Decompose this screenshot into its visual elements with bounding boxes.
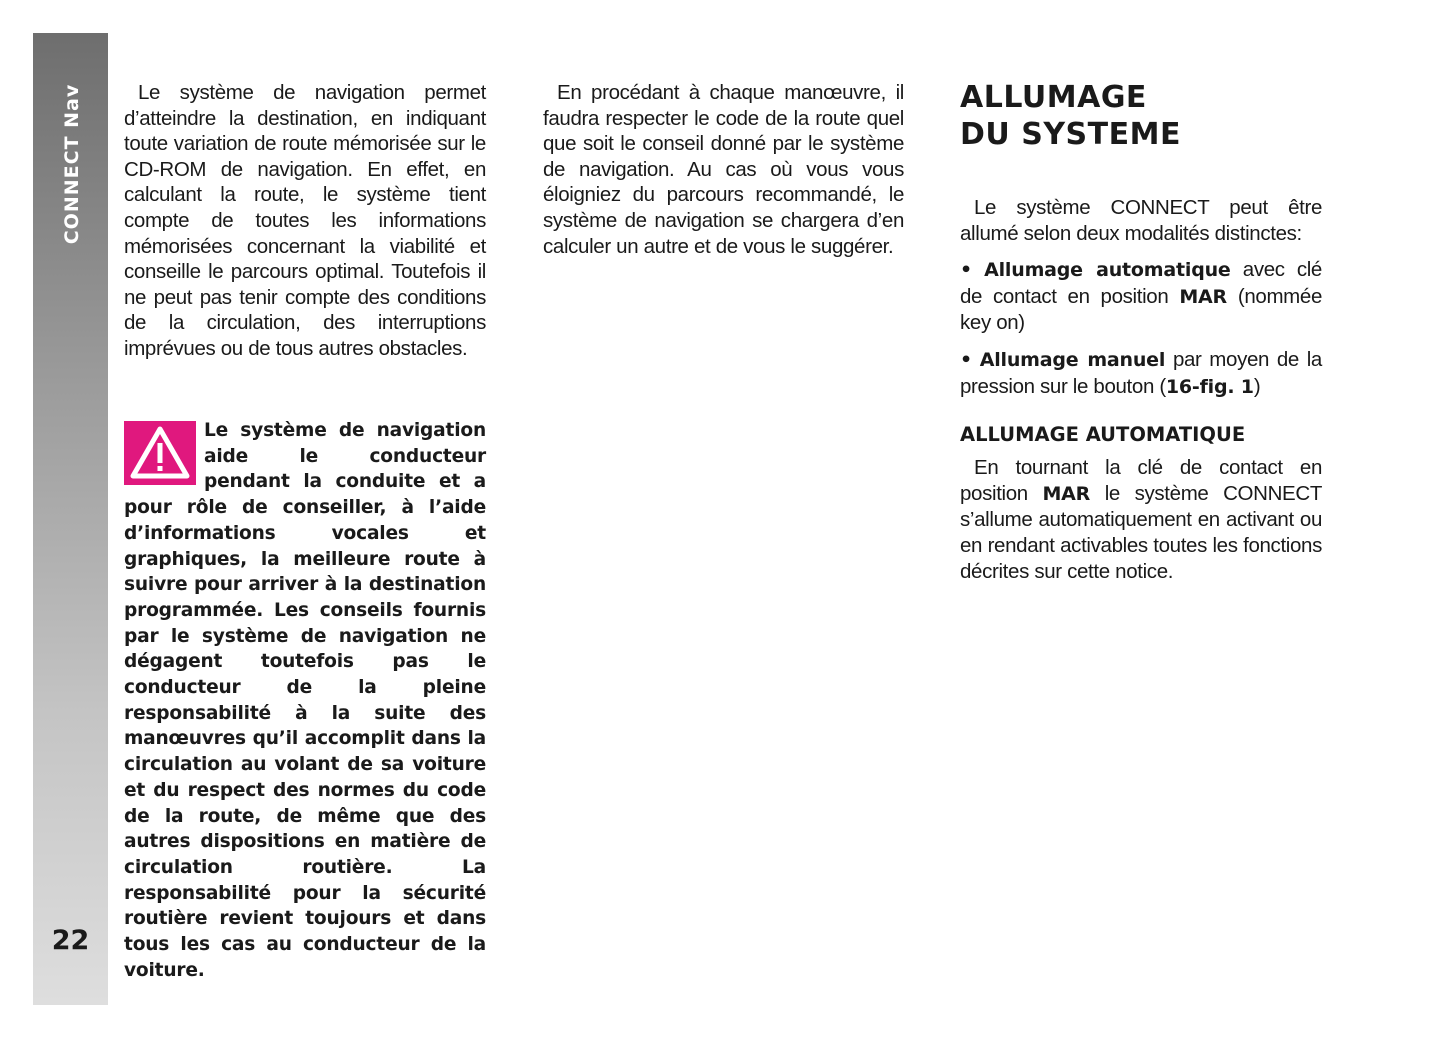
section-title-vertical: CONNECT Nav bbox=[61, 83, 83, 245]
bullet-bold-label: Allumage automatique bbox=[984, 259, 1231, 282]
auto-startup-paragraph bbox=[960, 455, 1322, 584]
bullet-text: par moyen de la pression sur le bouton ( bbox=[960, 347, 1322, 398]
bullet-marker: • bbox=[960, 259, 972, 282]
page-number: 22 bbox=[51, 925, 90, 956]
subheading: ALLUMAGE AUTOMATIQUE bbox=[960, 423, 1246, 447]
bullet-bold-label: Allumage manuel bbox=[979, 348, 1166, 371]
column-left bbox=[124, 80, 486, 362]
bullet-text-end: (nommée key on) bbox=[960, 284, 1323, 335]
column-middle bbox=[543, 80, 904, 259]
bullet-text: avec clé de contact en position bbox=[960, 258, 1322, 308]
sub-bold-value: MAR bbox=[1042, 482, 1091, 505]
bullet-text-end: ) bbox=[1253, 374, 1261, 398]
bullet-marker: • bbox=[960, 348, 972, 371]
section-heading bbox=[960, 79, 1322, 153]
warning-text: Le système de navigation aide le conducteur pendant la conduite et a pour rôle de conseiller, à l’aide d’informations vocales et graphiques, la meilleure route à suivre pour arriver à la destination programmée. Les conseils fournis par le système de navigation ne dégagent toutefois pas le conducteur de la pleine responsabilité à la suite des manœuvres qu’il accomplit dans la circulation au volant de sa voiture et du respect des normes du code de la route, de même que des autres dispositions en matière de circulation routière. La responsabilité pour la sécurité routière revient toujours et dans tous les cas au conducteur de la voiture. bbox=[124, 420, 486, 981]
warning-triangle-icon bbox=[124, 421, 196, 485]
intro-paragraph: Le système de navigation permet d’atteindre la destination, en indiquant toute variation de route mémorisée sur le CD-ROM de navigation. En effet, en calculant la route, le système tient compte de toutes les informations mémorisées concernant la viabilité et conseille le parcours optimal. Toutefois il ne peut pas tenir compte des conditions de la circulation, des interruptions imprévues ou de tous autres obstacles. bbox=[124, 81, 486, 360]
bullet-item bbox=[960, 257, 1322, 336]
bullet-bold-value: MAR bbox=[1179, 285, 1227, 308]
warning-box bbox=[124, 418, 486, 983]
bullet-item bbox=[960, 347, 1322, 400]
sub-text-end: le système CONNECT s’allume automatiquement en activant ou en rendant activables toutes les fonctions décrites sur cette notice. bbox=[960, 481, 1322, 583]
heading-line-2: DU SYSTEME bbox=[960, 117, 1181, 152]
maneuver-paragraph: En procédant à chaque manœuvre, il faudra respecter le code de la route quel que soit le conseil donné par le système de navigation. Au cas où vous vous éloigniez du parcours recommandé, le système de navigation se chargera d’en calculer un autre et de vous le suggérer. bbox=[543, 81, 904, 258]
column-right bbox=[960, 79, 1322, 584]
startup-intro: Le système CONNECT peut être allumé selon deux modalités distinctes: bbox=[960, 196, 1322, 245]
sub-text-start: En tournant la clé de contact en position bbox=[960, 456, 1322, 505]
bullet-bold-value: 16-fig. 1 bbox=[1165, 375, 1254, 398]
heading-line-1: ALLUMAGE bbox=[960, 80, 1147, 115]
